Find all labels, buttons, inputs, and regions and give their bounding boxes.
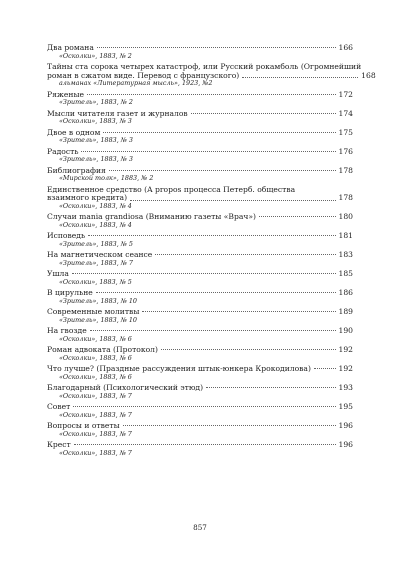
entry-source: «Зритель», 1883, № 3 — [59, 155, 133, 164]
entry-source: «Осколки», 1883, № 2 — [59, 51, 132, 60]
dot-leader — [73, 406, 335, 407]
toc-entry — [47, 44, 353, 60]
entry-source: «Мирской толк», 1883, № 2 — [59, 174, 154, 183]
entry-source: «Осколки», 1883, № 3 — [59, 117, 132, 126]
entry-page-number: 193 — [338, 383, 353, 393]
entry-title — [47, 63, 361, 80]
entry-source: «Осколки», 1883, № 4 — [59, 201, 132, 210]
entry-source: «Осколки», 1883, № 7 — [59, 429, 132, 438]
toc-entry — [47, 167, 353, 183]
toc-entry — [47, 327, 353, 343]
entry-source: «Осколки», 1883, № 5 — [59, 277, 132, 286]
entry-page-number: 166 — [338, 43, 353, 52]
entry-source: «Осколки», 1883, № 6 — [59, 372, 132, 381]
entry-page-number: 186 — [338, 288, 353, 298]
entry-source: «Зритель», 1883, № 3 — [59, 136, 133, 145]
dot-leader — [206, 387, 335, 388]
entry-title: Случаи mania grandiosa (Вниманию газеты «Врач») — [47, 212, 257, 222]
dot-leader — [123, 425, 336, 426]
entry-title-line: Тайны ста сорока четырех катастроф, или Русский рокамболь (Огромнейший — [47, 62, 362, 71]
entry-source: «Осколки», 1883, № 7 — [59, 410, 132, 419]
toc-entry — [47, 232, 353, 248]
entry-page-number: 183 — [338, 250, 353, 260]
entry-title-line: роман в сжатом виде. Перевод с французского) — [47, 70, 240, 80]
toc-entry — [47, 308, 353, 324]
dot-leader — [130, 192, 335, 201]
dot-leader — [314, 368, 336, 369]
entry-title — [47, 186, 339, 203]
dot-leader — [88, 235, 335, 236]
entry-title: Исповедь — [47, 231, 86, 241]
entry-title: Библиография — [47, 165, 106, 175]
entry-source: «Зритель», 1883, № 2 — [59, 98, 133, 107]
entry-source: «Осколки», 1883, № 7 — [59, 448, 132, 457]
entry-page-number: 180 — [338, 212, 353, 222]
entry-title: Ряженые — [47, 89, 84, 99]
entry-title: Двое в одном — [47, 127, 101, 137]
entry-source: «Зритель», 1883, № 10 — [59, 315, 137, 324]
toc-entry — [47, 346, 353, 362]
toc-entry — [47, 441, 353, 457]
entry-title: Что лучше? (Праздные рассуждения штык-юнкера Крокодилова) — [47, 364, 311, 374]
entry-title: Роман адвоката (Протокол) — [47, 345, 158, 355]
dot-leader — [109, 170, 336, 171]
entry-page-number: 196 — [338, 440, 353, 450]
entry-title: Два романа — [47, 43, 94, 52]
entry-page-number: 181 — [338, 231, 353, 241]
dot-leader — [242, 70, 358, 79]
dot-leader — [191, 113, 336, 114]
toc-entry — [47, 403, 353, 419]
entry-page-number: 189 — [338, 307, 353, 317]
toc-entry — [47, 129, 353, 145]
entry-source: «Зритель», 1883, № 5 — [59, 239, 133, 248]
dot-leader — [87, 94, 336, 95]
entry-title: Современные молитвы — [47, 307, 140, 317]
entry-page-number: 175 — [338, 127, 353, 137]
dot-leader — [161, 349, 336, 350]
entry-title: Вопросы и ответы — [47, 421, 120, 431]
entry-page-number: 192 — [338, 364, 353, 374]
dot-leader — [90, 330, 336, 331]
page-footer-number: 857 — [193, 523, 207, 532]
entry-title: На магнетическом сеансе — [47, 250, 153, 260]
entry-title: На гвозде — [47, 326, 87, 336]
entry-page-number: 185 — [338, 269, 353, 279]
toc-entry — [47, 213, 353, 229]
dot-leader — [72, 273, 336, 274]
toc-entry — [47, 110, 353, 126]
toc-entry — [47, 422, 353, 438]
entry-source: альманах «Литературная мысль», 1923, №2 — [59, 79, 213, 88]
entry-title: Благодарный (Психологический этюд) — [47, 383, 204, 393]
entry-source: «Осколки», 1883, № 6 — [59, 334, 132, 343]
toc-entry — [47, 62, 376, 88]
dot-leader — [155, 254, 335, 255]
dot-leader — [97, 47, 336, 48]
toc-entry — [47, 91, 353, 107]
dot-leader — [259, 216, 335, 217]
entry-source: «Осколки», 1883, № 4 — [59, 220, 132, 229]
entry-page-number: 178 — [338, 165, 353, 175]
entry-title: Совет — [47, 402, 71, 412]
entry-title: Ушла — [47, 269, 69, 279]
entry-page-number: 174 — [338, 108, 353, 118]
entry-page-number: 168 — [361, 70, 376, 80]
entry-page-number: 196 — [338, 421, 353, 431]
entry-source: «Зритель», 1883, № 10 — [59, 296, 137, 305]
dot-leader — [81, 151, 335, 152]
toc-entry — [47, 270, 353, 286]
toc-entry — [47, 365, 353, 381]
entry-page-number: 190 — [338, 326, 353, 336]
dot-leader — [103, 132, 335, 133]
entry-source: «Осколки», 1883, № 7 — [59, 391, 132, 400]
entry-page-number: 172 — [338, 89, 353, 99]
entry-title-line: взаимного кредита) — [47, 193, 128, 203]
entry-source: «Зритель», 1883, № 7 — [59, 258, 133, 267]
dot-leader — [74, 444, 336, 445]
dot-leader — [96, 292, 336, 293]
toc-entry — [47, 251, 353, 267]
entry-title: Мысли читателя газет и журналов — [47, 108, 188, 118]
entry-page-number: 192 — [338, 345, 353, 355]
entry-title: Крест — [47, 440, 71, 450]
toc-entry — [47, 148, 353, 164]
toc-entry — [47, 384, 353, 400]
toc-entry — [47, 289, 353, 305]
entry-source: «Осколки», 1883, № 6 — [59, 353, 132, 362]
table-of-contents — [47, 43, 376, 460]
entry-title-line: Единственное средство (A propos процесса Петерб. общества — [47, 184, 296, 194]
entry-page-number: 176 — [338, 146, 353, 156]
entry-title: Радость — [47, 146, 79, 156]
entry-page-number: 195 — [338, 402, 353, 412]
entry-page-number: 178 — [338, 193, 353, 203]
entry-title: В цирульне — [47, 288, 93, 298]
dot-leader — [142, 311, 335, 312]
toc-entry — [47, 186, 353, 211]
